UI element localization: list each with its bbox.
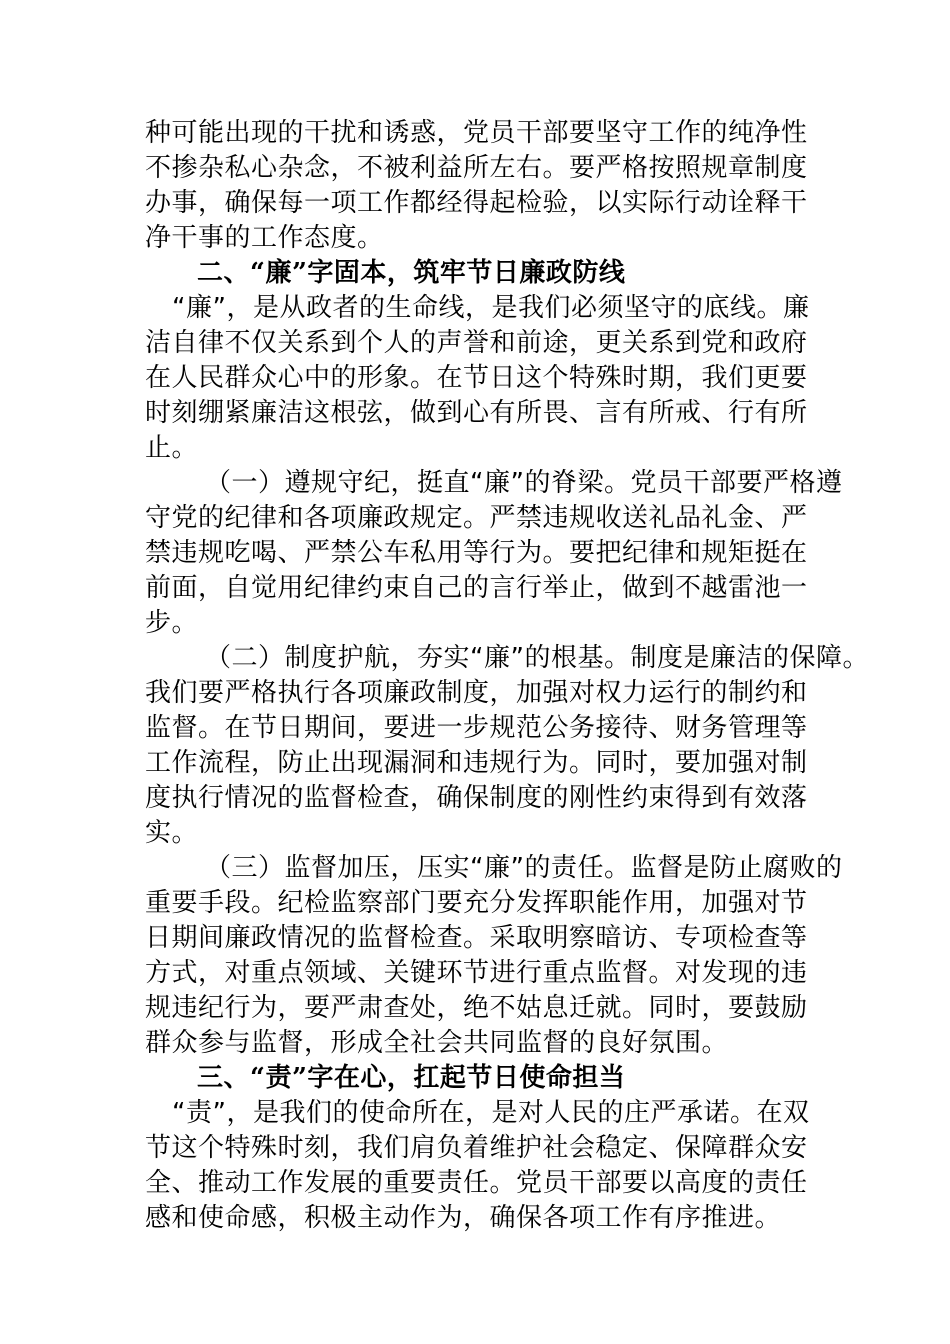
paragraph-line: 禁违规吃喝、严禁公车私用等行为。要把纪律和规矩挺在 xyxy=(145,538,808,568)
paragraph-line: 时刻绷紧廉洁这根弦，做到心有所畏、言有所戒、行有所 xyxy=(145,398,808,428)
paragraph-line: 工作流程，防止出现漏洞和违规行为。同时，要加强对制 xyxy=(145,748,808,778)
paragraph-line: 前面，自觉用纪律约束自己的言行举止，做到不越雷池一 xyxy=(145,573,808,603)
paragraph-line: 日期间廉政情况的监督检查。采取明察暗访、专项检查等 xyxy=(145,923,808,953)
paragraph-line: 实。 xyxy=(145,818,199,848)
paragraph-line: 在人民群众心中的形象。在节日这个特殊时期，我们更要 xyxy=(145,363,808,393)
paragraph-line: 洁自律不仅关系到个人的声誉和前途，更关系到党和政府 xyxy=(145,328,808,358)
paragraph-line: 净干事的工作态度。 xyxy=(145,223,384,253)
paragraph-line: 我们要严格执行各项廉政制度，加强对权力运行的制约和 xyxy=(145,678,808,708)
paragraph-line: 群众参与监督，形成全社会共同监督的良好氛围。 xyxy=(145,1028,729,1058)
paragraph-line: 不掺杂私心杂念，不被利益所左右。要严格按照规章制度 xyxy=(145,153,808,183)
paragraph-line: 感和使命感，积极主动作为，确保各项工作有序推进。 xyxy=(145,1203,782,1233)
paragraph-line: 办事，确保每一项工作都经得起检验，以实际行动诠释干 xyxy=(145,188,808,218)
section-heading: 二、“廉”字固本，筑牢节日廉政防线 xyxy=(197,258,626,288)
subsection-first-line: （三）监督加压，压实“廉”的责任。监督是防止腐败的 xyxy=(205,853,843,883)
paragraph-line: 方式，对重点领域、关键环节进行重点监督。对发现的违 xyxy=(145,958,808,988)
paragraph-line: 止。 xyxy=(145,433,199,463)
paragraph-line: 全、推动工作发展的重要责任。党员干部要以高度的责任 xyxy=(145,1168,808,1198)
paragraph-first-line: “廉”，是从政者的生命线，是我们必须坚守的底线。廉 xyxy=(172,293,810,323)
paragraph-line: 重要手段。纪检监察部门要充分发挥职能作用，加强对节 xyxy=(145,888,808,918)
subsection-first-line: （一）遵规守纪，挺直“廉”的脊梁。党员干部要严格遵 xyxy=(205,468,843,498)
paragraph-first-line: “责”，是我们的使命所在，是对人民的庄严承诺。在双 xyxy=(172,1098,810,1128)
paragraph-line: 监督。在节日期间，要进一步规范公务接待、财务管理等 xyxy=(145,713,808,743)
paragraph-line: 规违纪行为，要严肃查处，绝不姑息迁就。同时，要鼓励 xyxy=(145,993,808,1023)
subsection-first-line: （二）制度护航，夯实“廉”的根基。制度是廉洁的保障。 xyxy=(205,643,869,673)
paragraph-line: 种可能出现的干扰和诱惑，党员干部要坚守工作的纯净性 xyxy=(145,118,808,148)
document-page xyxy=(145,116,869,1236)
paragraph-line: 步。 xyxy=(145,608,199,638)
document-body xyxy=(145,116,869,1236)
section-heading: 三、“责”字在心，扛起节日使命担当 xyxy=(197,1063,626,1093)
paragraph-line: 节这个特殊时刻，我们肩负着维护社会稳定、保障群众安 xyxy=(145,1133,808,1163)
paragraph-line: 守党的纪律和各项廉政规定。严禁违规收送礼品礼金、严 xyxy=(145,503,808,533)
paragraph-line: 度执行情况的监督检查，确保制度的刚性约束得到有效落 xyxy=(145,783,808,813)
